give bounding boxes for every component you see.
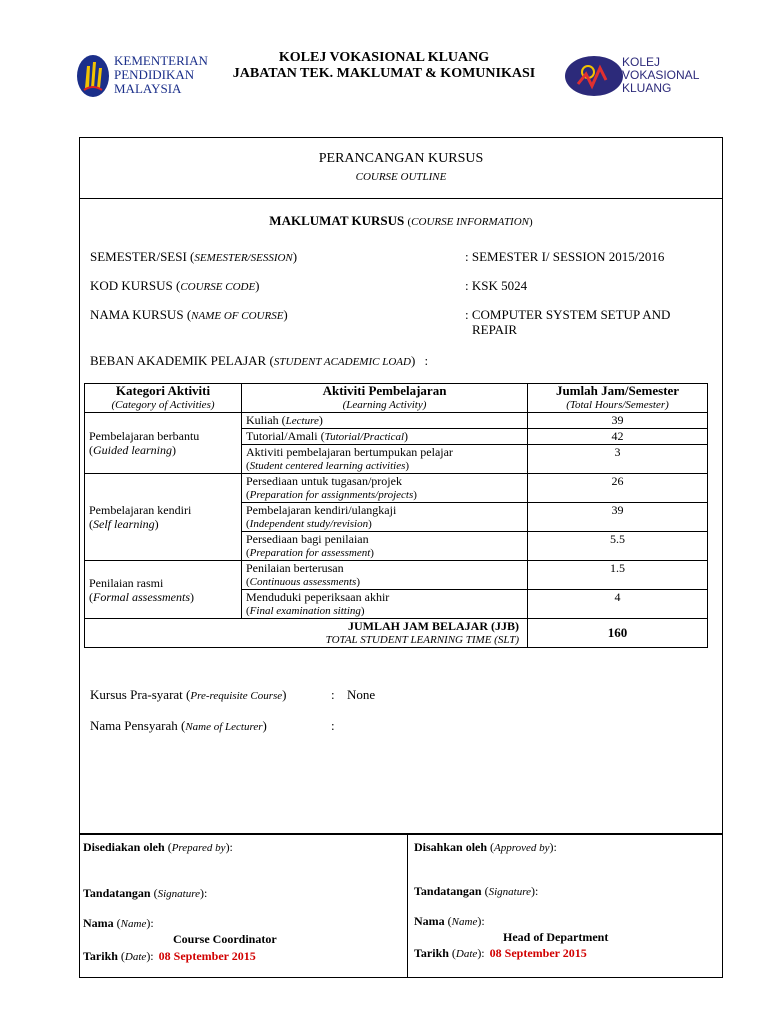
department-name: JABATAN TEK. MAKLUMAT & KOMUNIKASI <box>232 66 536 81</box>
header-hours: Jumlah Jam/Semester (Total Hours/Semester) <box>528 384 708 413</box>
left-date-label: Tarikh (Date): 08 September 2015 <box>83 949 256 963</box>
left-date-value: 08 September 2015 <box>158 949 256 963</box>
kpm-crest-icon <box>76 54 110 98</box>
semester-value: : SEMESTER I/ SESSION 2015/2016 <box>465 249 665 264</box>
info-heading-main: MAKLUMAT KURSUS <box>269 213 405 228</box>
lecturer-colon: : <box>331 718 335 733</box>
right-name-label: Nama (Name): <box>414 914 485 928</box>
category-formal: Penilaian rasmi (Formal assessments) <box>85 561 242 619</box>
hours-cell: 3 <box>528 445 708 474</box>
course-coordinator: Course Coordinator <box>173 932 277 946</box>
hours-cell: 39 <box>528 413 708 429</box>
table-row <box>85 474 708 503</box>
info-heading: MAKLUMAT KURSUS (COURSE INFORMATION) <box>269 213 533 228</box>
table-header-row <box>85 384 708 413</box>
hours-cell: 26 <box>528 474 708 503</box>
header-activity: Aktiviti Pembelajaran (Learning Activity) <box>242 384 528 413</box>
prerequisite-label: Kursus Pra-syarat (Pre-requisite Course) <box>90 687 287 702</box>
course-code-label: KOD KURSUS (COURSE CODE) <box>90 278 260 293</box>
hours-cell: 42 <box>528 429 708 445</box>
table-row <box>85 561 708 590</box>
table-row <box>85 413 708 429</box>
lecturer-label: Nama Pensyarah (Name of Lecturer) <box>90 718 267 733</box>
head-of-department: Head of Department <box>503 930 609 944</box>
activity-cell: Pembelajaran kendiri/ulangkaji (Independent study/revision) <box>242 503 528 532</box>
approved-by-label: Disahkan oleh (Approved by): <box>414 840 557 854</box>
activity-cell: Persediaan bagi penilaian (Preparation for assessment) <box>242 532 528 561</box>
semester-label: SEMESTER/SESI (SEMESTER/SESSION) <box>90 249 298 264</box>
kvk-logo <box>562 46 700 106</box>
activity-cell: Persediaan untuk tugasan/projek (Preparation for assignments/projects) <box>242 474 528 503</box>
kvk-logo-line1: KOLEJ <box>622 55 661 69</box>
kpm-logo-line1: KEMENTERIAN <box>114 53 208 68</box>
activity-cell: Kuliah (Lecture) <box>242 413 528 429</box>
total-label: JUMLAH JAM BELAJAR (JJB) TOTAL STUDENT LEARNING TIME (SLT) <box>85 619 528 648</box>
kpm-logo <box>76 54 206 100</box>
total-hours: 160 <box>528 619 708 648</box>
signature-divider <box>407 834 408 978</box>
header-category: Kategori Aktiviti (Category of Activities) <box>85 384 242 413</box>
prerequisite-colon: : <box>331 687 335 702</box>
college-name: KOLEJ VOKASIONAL KLUANG <box>278 50 490 65</box>
hours-cell: 5.5 <box>528 532 708 561</box>
kvk-logo-line2: VOKASIONAL <box>622 68 700 82</box>
activity-cell: Menduduki peperiksaan akhir (Final examination sitting) <box>242 590 528 619</box>
kvk-emblem-icon <box>564 54 624 98</box>
hours-cell: 4 <box>528 590 708 619</box>
left-name-label: Nama (Name): <box>83 916 154 930</box>
prerequisite-value: None <box>347 687 376 702</box>
category-guided: Pembelajaran berbantu (Guided learning) <box>85 413 242 474</box>
right-date-label: Tarikh (Date): 08 September 2015 <box>414 946 587 960</box>
hours-cell: 39 <box>528 503 708 532</box>
right-date-value: 08 September 2015 <box>489 946 587 960</box>
total-row <box>85 619 708 648</box>
hours-cell: 1.5 <box>528 561 708 590</box>
info-heading-en: COURSE INFORMATION <box>411 216 530 228</box>
course-code-value: : KSK 5024 <box>465 278 528 293</box>
student-learning-time-table <box>84 383 708 648</box>
kpm-logo-line3: MALAYSIA <box>114 81 182 96</box>
activity-cell: Aktiviti pembelajaran bertumpukan pelajar (Student centered learning activities) <box>242 445 528 474</box>
kvk-logo-line3: KLUANG <box>622 81 672 95</box>
left-signature-label: Tandatangan (Signature): <box>83 886 208 900</box>
doc-subtitle: COURSE OUTLINE <box>355 171 447 183</box>
activity-cell: Tutorial/Amali (Tutorial/Practical) <box>242 429 528 445</box>
prepared-by-label: Disediakan oleh (Prepared by): <box>83 840 233 854</box>
academic-load-label: BEBAN AKADEMIK PELAJAR (STUDENT ACADEMIC LOAD) : <box>90 353 429 368</box>
doc-title: PERANCANGAN KURSUS <box>318 151 484 166</box>
activity-cell: Penilaian berterusan (Continuous assessments) <box>242 561 528 590</box>
course-name-label: NAMA KURSUS (NAME OF COURSE) <box>90 307 288 322</box>
category-self: Pembelajaran kendiri (Self learning) <box>85 474 242 561</box>
course-name-value: : COMPUTER SYSTEM SETUP AND REPAIR <box>465 307 671 337</box>
right-signature-label: Tandatangan (Signature): <box>414 884 539 898</box>
kpm-logo-line2: PENDIDIKAN <box>114 67 195 82</box>
title-divider <box>79 198 723 199</box>
